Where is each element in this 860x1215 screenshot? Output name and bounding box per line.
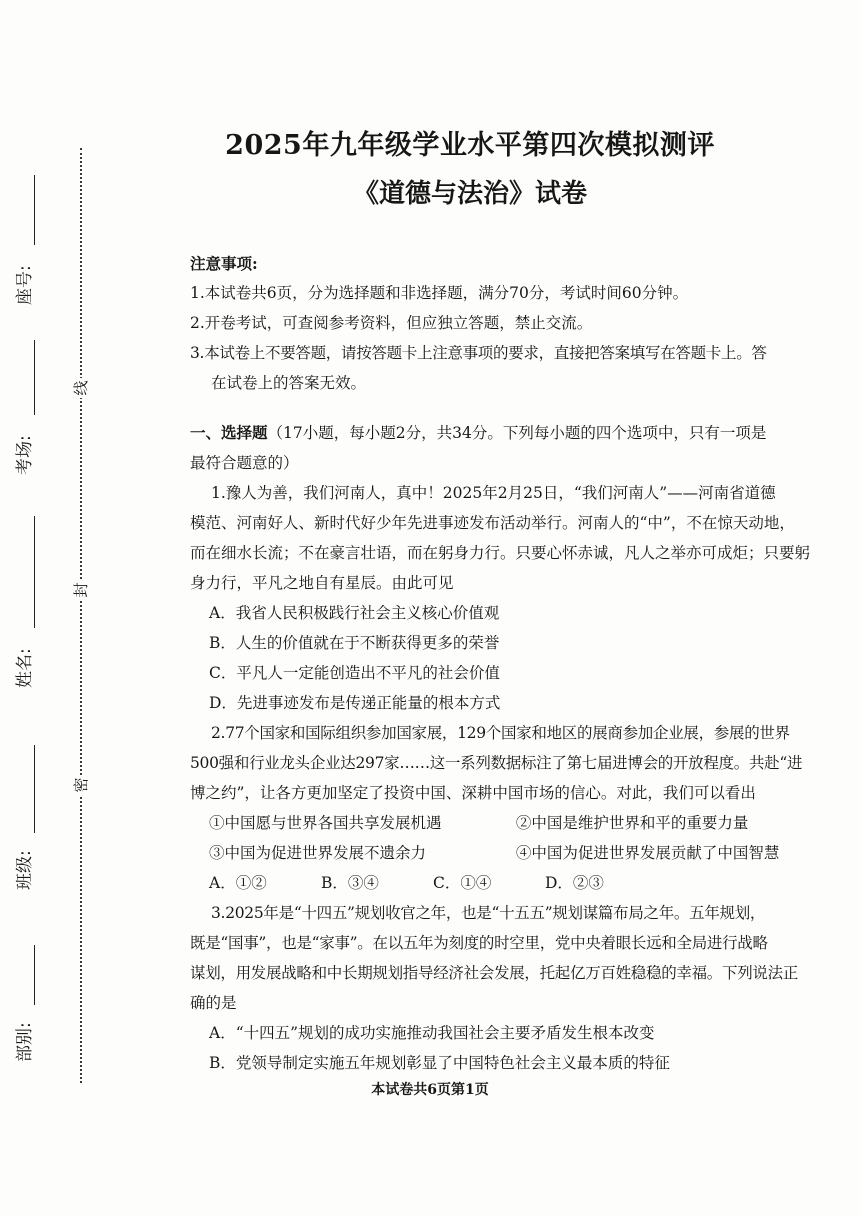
exam-title: 2025年九年级学业水平第四次模拟测评	[225, 130, 715, 161]
question-text: 确的是	[190, 994, 237, 1012]
question-text: 500强和行业龙头企业达297家……这一系列数据标注了第七届进博会的开放程度。共赴“进	[190, 754, 803, 772]
exam-subtitle: 《道德与法治》试卷	[352, 179, 587, 209]
statement-3: ③中国为促进世界发展不遗余力	[209, 844, 427, 862]
question-text: 1.豫人为善，我们河南人，真中！2025年2月25日，“我们河南人”——河南省道德	[211, 484, 776, 502]
statement-row	[190, 838, 808, 868]
department-line[interactable]	[34, 945, 35, 1005]
seal-char-feng: 封	[71, 580, 91, 600]
question-text: 既是“国事”，也是“家事”。在以五年为刻度的时空里，党中央着眼长远和全局进行战略	[190, 934, 768, 952]
option-b: B．党领导制定实施五年规划彰显了中国特色社会主义最本质的特征	[209, 1054, 670, 1072]
class-line[interactable]	[34, 745, 35, 833]
option-a: A．“十四五”规划的成功实施推动我国社会主要矛盾发生根本改变	[209, 1024, 655, 1042]
section-description-cont: 最符合题意的）	[190, 454, 299, 472]
statement-1: ①中国愿与世界各国共享发展机遇	[209, 814, 442, 832]
question-1	[190, 478, 811, 718]
seal-char-mi: 密	[71, 775, 91, 795]
department-label: 部别:	[15, 1022, 35, 1062]
question-text: 身力行，平凡之地自有星辰。由此可见	[190, 574, 454, 592]
notice-block	[190, 250, 808, 398]
option-d: D．先进事迹发布是传递正能量的根本方式	[209, 694, 501, 712]
notice-item-continuation: 在试卷上的答案无效。	[211, 374, 367, 392]
question-text: 博之约”，让各方更加坚定了投资中国、深耕中国市场的信心。对此，我们可以看出	[190, 784, 756, 802]
seat-number-label: 座号:	[15, 265, 35, 305]
option-c: C．平凡人一定能创造出不平凡的社会价值	[209, 664, 500, 682]
question-text: 2.77个国家和国际组织参加国家展，129个国家和地区的展商参加企业展，参展的世界	[211, 724, 790, 742]
choice-row	[190, 868, 808, 898]
section-title: 一、选择题	[190, 423, 268, 442]
section-description: （17小题，每小题2分，共34分。下列每小题的四个选项中，只有一项是	[267, 424, 767, 442]
exam-room-label: 考场:	[15, 435, 35, 475]
seat-number-line[interactable]	[34, 175, 35, 245]
notice-heading: 注意事项:	[190, 254, 258, 273]
exam-room-line[interactable]	[34, 340, 35, 415]
section-choice	[190, 418, 808, 478]
notice-item: 1.本试卷共6页，分为选择题和非选择题，满分70分，考试时间60分钟。	[190, 284, 689, 302]
page-footer: 本试卷共6页第1页	[371, 1082, 489, 1098]
question-text: 模范、河南好人、新时代好少年先进事迹发布活动举行。河南人的“中”，不在惊天动地，	[190, 514, 795, 532]
notice-item: 2.开卷考试，可查阅参考资料，但应独立答题，禁止交流。	[190, 314, 593, 332]
choice-d: D．②③	[545, 874, 604, 892]
exam-content	[190, 250, 811, 1078]
name-line[interactable]	[34, 516, 35, 628]
statement-2: ②中国是维护世界和平的重要力量	[515, 814, 749, 832]
name-label: 姓名:	[15, 648, 35, 688]
notice-item: 3.本试卷上不要答题，请按答题卡上注意事项的要求，直接把答案填写在答题卡上。答	[190, 344, 767, 362]
choice-b: B．③④	[321, 874, 379, 892]
binding-margin	[0, 0, 110, 1215]
question-text: 而在细水长流；不在豪言壮语，而在躬身力行。只要心怀赤诚，凡人之举亦可成炬；只要躬	[190, 544, 811, 562]
question-3	[190, 898, 808, 1078]
option-a: A．我省人民积极践行社会主义核心价值观	[209, 604, 500, 622]
class-label: 班级:	[15, 850, 35, 890]
statement-4: ④中国为促进世界发展贡献了中国智慧	[515, 844, 780, 862]
seal-dotted-line	[80, 148, 82, 1083]
question-text: 3.2025年是“十四五”规划收官之年，也是“十五五”规划谋篇布局之年。五年规划，	[211, 904, 766, 922]
option-b: B．人生的价值就在于不断获得更多的荣誉	[209, 634, 500, 652]
question-2	[190, 718, 808, 898]
choice-a: A．①②	[209, 874, 267, 892]
seal-char-xian: 线	[71, 378, 91, 398]
question-text: 谋划，用发展战略和中长期规划指导经济社会发展，托起亿万百姓稳稳的幸福。下列说法正	[190, 964, 799, 982]
choice-c: C．①④	[433, 874, 492, 892]
statement-row	[190, 808, 808, 838]
